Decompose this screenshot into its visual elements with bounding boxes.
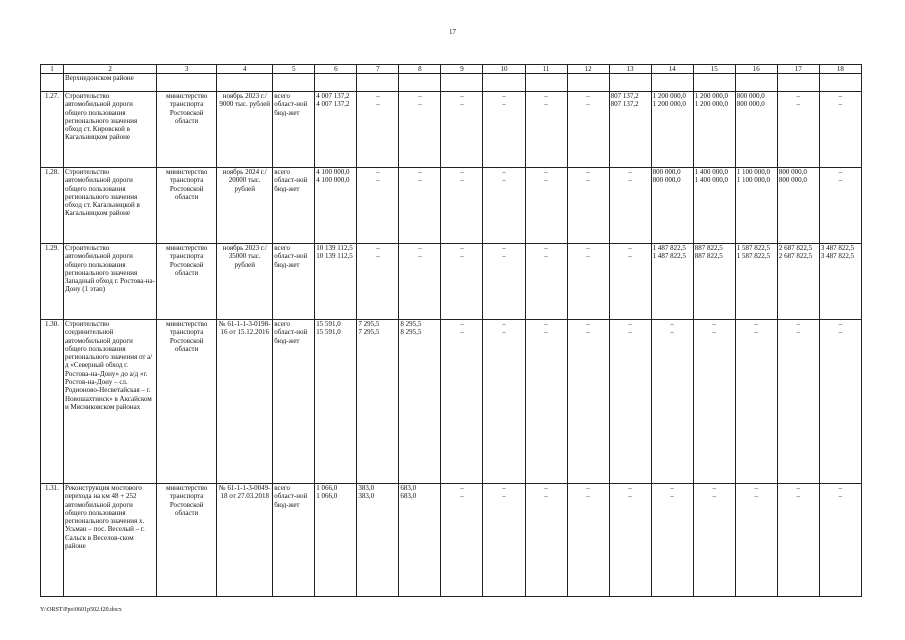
amount-value: 1 066,0 <box>316 492 338 501</box>
amount-value: – <box>628 168 632 176</box>
amount-cell <box>483 320 525 484</box>
amount-value: 807 137,2 <box>610 92 639 100</box>
amount-value: 887 822,5 <box>694 252 723 261</box>
column-number-cell: 8 <box>399 65 441 74</box>
amount-value: 7 295,5 <box>358 328 380 337</box>
amount-value: 15 591,0 <box>316 328 341 337</box>
customer-cell: министерство транспорта Ростовской области <box>157 168 217 244</box>
row-number-cell: 1.31. <box>41 484 64 597</box>
column-number-row <box>41 65 862 74</box>
amount-value: – <box>544 176 548 185</box>
empty-cell <box>651 74 693 92</box>
funding-source-label: всего <box>274 244 291 252</box>
amount-value: – <box>586 168 590 176</box>
amount-value: 4 007 137,2 <box>316 92 350 100</box>
amount-value: – <box>670 328 674 337</box>
amount-value: – <box>628 484 632 492</box>
investment-table <box>40 64 862 597</box>
empty-cell <box>441 74 483 92</box>
row-number-cell: 1.27. <box>41 92 64 168</box>
amount-cell <box>399 484 441 597</box>
column-number-cell: 10 <box>483 65 525 74</box>
amount-value: – <box>838 492 843 501</box>
continuation-row <box>41 74 862 92</box>
amount-value: – <box>502 168 506 176</box>
amount-value: 3 487 822,5 <box>820 252 855 261</box>
design-doc-cell: ноябрь 2024 г./ 20000 тыс. рублей <box>217 168 273 244</box>
empty-cell <box>315 74 357 92</box>
amount-value: – <box>586 244 590 252</box>
amount-value: – <box>796 484 801 492</box>
amount-cell <box>693 244 735 320</box>
empty-cell <box>819 74 861 92</box>
amount-cell <box>483 92 525 168</box>
amount-value: 1 200 000,0 <box>694 92 728 100</box>
funding-source-label: област-ной бюд-жет <box>274 492 308 509</box>
amount-cell <box>735 320 777 484</box>
amount-cell <box>399 244 441 320</box>
empty-cell <box>735 74 777 92</box>
amount-cell <box>609 244 651 320</box>
amount-value: 1 400 000,0 <box>694 176 728 185</box>
amount-value: – <box>586 484 590 492</box>
amount-cell <box>693 92 735 168</box>
empty-cell <box>273 74 315 92</box>
funding-source-label: област-ной бюд-жет <box>274 176 308 193</box>
amount-value: 1 100 000,0 <box>736 176 771 185</box>
amount-value: – <box>376 176 380 185</box>
empty-cell <box>567 74 609 92</box>
object-name-cell: Строительство автомобильной дороги общего пользования регионального значения Западный обход г. Ростова-на-Дону (1 этап) <box>64 244 157 320</box>
amount-value: – <box>586 328 590 337</box>
amount-value: – <box>460 492 464 501</box>
amount-value: – <box>838 320 843 328</box>
design-doc-cell: № 61-1-1-3-0198-16 от 15.12.2016 <box>217 320 273 484</box>
amount-value: – <box>796 92 801 100</box>
amount-value: – <box>586 492 590 501</box>
empty-cell <box>777 74 819 92</box>
amount-cell <box>567 244 609 320</box>
amount-value: – <box>628 176 632 185</box>
amount-value: – <box>628 328 632 337</box>
funding-source-cell <box>273 484 315 597</box>
amount-value: – <box>670 484 674 492</box>
amount-cell <box>609 92 651 168</box>
column-number-cell: 6 <box>315 65 357 74</box>
amount-value: – <box>544 252 548 261</box>
amount-value: – <box>628 252 632 261</box>
column-number-cell: 17 <box>777 65 819 74</box>
funding-source-label: област-ной бюд-жет <box>274 328 308 345</box>
amount-value: 3 487 822,5 <box>820 244 855 252</box>
amount-value: 8 295,5 <box>400 328 422 337</box>
amount-cell <box>483 244 525 320</box>
empty-cell <box>217 74 273 92</box>
amount-value: 4 100 000,0 <box>316 176 350 185</box>
amount-value: – <box>628 492 632 501</box>
amount-value: – <box>502 244 506 252</box>
funding-source-label: всего <box>274 168 291 176</box>
amount-cell <box>777 168 819 244</box>
amount-value: – <box>712 328 716 337</box>
column-number-cell: 2 <box>64 65 157 74</box>
amount-value: – <box>376 100 380 109</box>
amount-value: – <box>838 92 843 100</box>
amount-value: 4 100 000,0 <box>316 168 350 176</box>
amount-value: – <box>796 100 801 109</box>
amount-cell <box>357 92 399 168</box>
amount-value: 383,0 <box>358 484 375 492</box>
funding-source-cell <box>273 320 315 484</box>
amount-cell <box>735 92 777 168</box>
amount-value: – <box>460 484 464 492</box>
amount-cell <box>567 92 609 168</box>
customer-cell: министерство транспорта Ростовской области <box>157 244 217 320</box>
amount-cell <box>357 320 399 484</box>
amount-cell <box>693 320 735 484</box>
amount-value: – <box>670 492 674 501</box>
empty-cell <box>157 74 217 92</box>
amount-value: 800 000,0 <box>778 176 807 185</box>
empty-cell <box>357 74 399 92</box>
amount-cell <box>483 484 525 597</box>
amount-cell <box>567 168 609 244</box>
amount-value: – <box>460 168 464 176</box>
amount-value: – <box>838 176 843 185</box>
amount-cell <box>441 92 483 168</box>
amount-value: – <box>628 320 632 328</box>
amount-cell <box>399 168 441 244</box>
amount-value: 1 100 000,0 <box>736 168 771 176</box>
amount-cell <box>357 484 399 597</box>
funding-source-label: всего <box>274 320 291 328</box>
amount-value: – <box>376 252 380 261</box>
amount-value: 2 687 822,5 <box>778 252 813 261</box>
amount-cell <box>441 168 483 244</box>
table-row <box>41 244 862 320</box>
amount-value: – <box>838 484 843 492</box>
amount-cell <box>399 320 441 484</box>
amount-cell <box>693 168 735 244</box>
amount-value: – <box>544 168 548 176</box>
amount-value: 683,0 <box>400 492 417 501</box>
amount-cell <box>525 92 567 168</box>
customer-cell: министерство транспорта Ростовской области <box>157 320 217 484</box>
amount-cell <box>819 484 861 597</box>
amount-value: – <box>670 320 674 328</box>
amount-value: – <box>418 252 422 261</box>
amount-cell <box>315 320 357 484</box>
amount-value: 15 591,0 <box>316 320 341 328</box>
empty-cell <box>693 74 735 92</box>
amount-value: – <box>754 328 759 337</box>
funding-source-label: всего <box>274 92 291 100</box>
amount-value: – <box>712 484 716 492</box>
amount-cell <box>819 92 861 168</box>
amount-value: – <box>586 100 590 109</box>
amount-value: – <box>460 252 464 261</box>
amount-value: – <box>586 176 590 185</box>
object-name-cell: Реконструкция мостового перехода на км 48 + 252 автомобильной дороги общего пользования регионального значения х. Усьман – пос. Веселый – г. Сальск в Веселов-ском районе <box>64 484 157 597</box>
amount-cell <box>315 484 357 597</box>
column-number-cell: 11 <box>525 65 567 74</box>
amount-value: – <box>754 320 759 328</box>
amount-cell <box>651 244 693 320</box>
amount-value: – <box>838 100 843 109</box>
amount-cell <box>735 244 777 320</box>
amount-value: 383,0 <box>358 492 375 501</box>
column-number-cell: 9 <box>441 65 483 74</box>
amount-cell <box>315 168 357 244</box>
column-number-cell: 13 <box>609 65 651 74</box>
table-row <box>41 484 862 597</box>
empty-cell <box>609 74 651 92</box>
amount-value: – <box>712 320 716 328</box>
column-number-cell: 18 <box>819 65 861 74</box>
amount-value: – <box>502 100 506 109</box>
column-number-cell: 5 <box>273 65 315 74</box>
amount-value: – <box>544 244 548 252</box>
design-doc-cell: ноябрь 2023 г./ 9000 тыс. рублей <box>217 92 273 168</box>
amount-cell <box>315 92 357 168</box>
object-name-cell: Строительство соединительной автомобильной дороги общего пользования регионального значения от а/д «Северный обход г. Ростова-на-Дону» до а/д «г. Ростов-на-Дону – сл. Родионово-Несветайская – г. Новошахтинск» в Аксайском и Мясниковском районах <box>64 320 157 484</box>
amount-cell <box>567 484 609 597</box>
column-number-cell: 12 <box>567 65 609 74</box>
amount-value: – <box>502 176 506 185</box>
column-number-cell: 14 <box>651 65 693 74</box>
amount-value: – <box>502 484 506 492</box>
amount-value: – <box>460 176 464 185</box>
funding-source-cell <box>273 244 315 320</box>
amount-cell <box>525 320 567 484</box>
amount-value: 1 200 000,0 <box>652 92 686 100</box>
amount-value: 1 400 000,0 <box>694 168 728 176</box>
amount-cell <box>525 244 567 320</box>
amount-value: – <box>586 92 590 100</box>
amount-cell <box>735 168 777 244</box>
continuation-text: Верхнедонском районе <box>64 74 157 92</box>
amount-cell <box>567 320 609 484</box>
amount-value: – <box>502 328 506 337</box>
amount-value: – <box>502 320 506 328</box>
amount-value: – <box>376 168 380 176</box>
amount-value: – <box>544 492 548 501</box>
amount-value: – <box>418 168 422 176</box>
amount-value: 1 200 000,0 <box>652 100 686 109</box>
amount-value: 10 139 112,5 <box>316 252 353 261</box>
amount-value: – <box>460 100 464 109</box>
amount-cell <box>357 168 399 244</box>
amount-value: – <box>712 492 716 501</box>
empty-cell <box>399 74 441 92</box>
amount-cell <box>525 484 567 597</box>
amount-value: 1 487 822,5 <box>652 244 686 252</box>
column-number-cell: 1 <box>41 65 64 74</box>
amount-cell <box>315 244 357 320</box>
funding-source-label: област-ной бюд-жет <box>274 100 308 117</box>
row-number-cell: 1.30. <box>41 320 64 484</box>
column-number-cell: 3 <box>157 65 217 74</box>
column-number-cell: 4 <box>217 65 273 74</box>
amount-value: 1 587 822,5 <box>736 252 771 261</box>
amount-cell <box>819 244 861 320</box>
row-number-cell: 1.29. <box>41 244 64 320</box>
amount-value: 1 200 000,0 <box>694 100 728 109</box>
amount-cell <box>693 484 735 597</box>
amount-value: – <box>376 92 380 100</box>
funding-source-cell <box>273 92 315 168</box>
column-number-cell: 15 <box>693 65 735 74</box>
amount-value: – <box>544 484 548 492</box>
amount-value: 683,0 <box>400 484 417 492</box>
amount-cell <box>651 168 693 244</box>
amount-value: 7 295,5 <box>358 320 380 328</box>
page-number: 17 <box>449 28 456 36</box>
file-path-footer: Y:\ORST\Ppo\0601p502.f20.docx <box>40 607 122 613</box>
column-number-cell: 16 <box>735 65 777 74</box>
amount-value: – <box>754 492 759 501</box>
table-row <box>41 92 862 168</box>
amount-value: – <box>460 328 464 337</box>
amount-value: – <box>502 92 506 100</box>
object-name-cell: Строительство автомобильной дороги общего пользования регионального значения обход ст. Кагальницкой в Кагальницком районе <box>64 168 157 244</box>
amount-value: 807 137,2 <box>610 100 639 109</box>
amount-cell <box>777 244 819 320</box>
amount-cell <box>651 320 693 484</box>
amount-value: 1 066,0 <box>316 484 338 492</box>
amount-value: 800 000,0 <box>778 168 807 176</box>
amount-value: 2 687 822,5 <box>778 244 813 252</box>
amount-value: – <box>586 252 590 261</box>
amount-value: – <box>796 320 801 328</box>
amount-value: – <box>838 168 843 176</box>
amount-cell <box>357 244 399 320</box>
amount-value: 800 000,0 <box>736 92 765 100</box>
design-doc-cell: № 61-1-1-3-0049-18 от 27.03.2018 <box>217 484 273 597</box>
amount-cell <box>777 320 819 484</box>
amount-value: – <box>586 320 590 328</box>
amount-cell <box>819 168 861 244</box>
amount-value: 4 007 137,2 <box>316 100 350 109</box>
amount-value: – <box>796 492 801 501</box>
amount-value: 10 139 112,5 <box>316 244 353 252</box>
amount-value: – <box>544 92 548 100</box>
amount-value: 1 587 822,5 <box>736 244 771 252</box>
amount-cell <box>777 92 819 168</box>
amount-value: 800 000,0 <box>652 176 681 185</box>
table-row <box>41 320 862 484</box>
design-doc-cell: ноябрь 2023 г./ 35000 тыс. рублей <box>217 244 273 320</box>
amount-cell <box>819 320 861 484</box>
funding-source-label: всего <box>274 484 291 492</box>
amount-cell <box>441 484 483 597</box>
amount-value: – <box>838 328 843 337</box>
amount-value: – <box>544 100 548 109</box>
amount-cell <box>399 92 441 168</box>
amount-cell <box>651 92 693 168</box>
row-number-cell: 1.28. <box>41 168 64 244</box>
column-number-cell: 7 <box>357 65 399 74</box>
amount-value: – <box>502 252 506 261</box>
amount-cell <box>525 168 567 244</box>
amount-value: – <box>418 176 422 185</box>
amount-value: – <box>502 492 506 501</box>
amount-cell <box>609 484 651 597</box>
customer-cell: министерство транспорта Ростовской области <box>157 484 217 597</box>
funding-source-cell <box>273 168 315 244</box>
amount-cell <box>735 484 777 597</box>
amount-cell <box>609 320 651 484</box>
object-name-cell: Строительство автомобильной дороги общего пользования регионального значения обход ст. Кировской в Кагальницком районе <box>64 92 157 168</box>
amount-cell <box>609 168 651 244</box>
amount-value: – <box>460 92 464 100</box>
amount-cell <box>483 168 525 244</box>
empty-cell <box>483 74 525 92</box>
customer-cell: министерство транспорта Ростовской области <box>157 92 217 168</box>
amount-value: – <box>628 244 632 252</box>
amount-value: – <box>544 320 548 328</box>
amount-value: 800 000,0 <box>652 168 681 176</box>
row-number-cell <box>41 74 64 92</box>
funding-source-label: област-ной бюд-жет <box>274 252 308 269</box>
amount-cell <box>441 320 483 484</box>
amount-value: – <box>418 92 422 100</box>
amount-value: 1 487 822,5 <box>652 252 686 261</box>
amount-value: 800 000,0 <box>736 100 765 109</box>
amount-value: 8 295,5 <box>400 320 422 328</box>
amount-value: – <box>418 100 422 109</box>
amount-value: – <box>460 244 464 252</box>
amount-value: – <box>754 484 759 492</box>
amount-value: 887 822,5 <box>694 244 723 252</box>
amount-cell <box>651 484 693 597</box>
empty-cell <box>525 74 567 92</box>
amount-cell <box>441 244 483 320</box>
amount-value: – <box>418 244 422 252</box>
amount-value: – <box>544 328 548 337</box>
amount-value: – <box>376 244 380 252</box>
amount-value: – <box>460 320 464 328</box>
amount-cell <box>777 484 819 597</box>
amount-value: – <box>796 328 801 337</box>
table-row <box>41 168 862 244</box>
